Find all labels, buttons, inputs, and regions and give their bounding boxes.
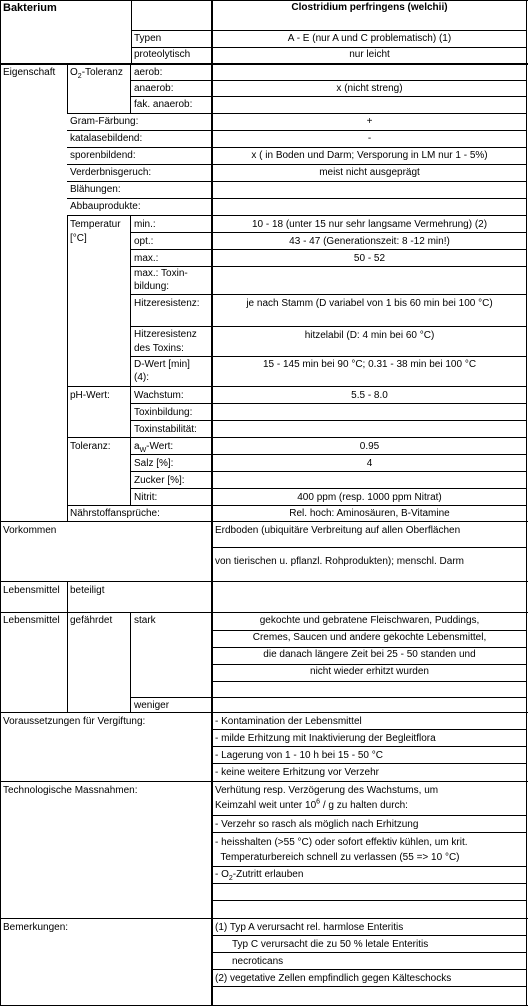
- max-label: max.:: [134, 253, 159, 264]
- technologische-line-3: - Verzehr so rasch als möglich nach Erhitzung: [215, 819, 419, 830]
- proteo-label: proteolytisch: [134, 49, 191, 60]
- lm-gefaehrdet-sub: gefährdet: [70, 615, 113, 626]
- opt-value: 43 - 47 (Generationszeit: 8 -12 min!): [289, 236, 450, 247]
- max-toxin-label: max.: Toxin-: [134, 268, 188, 279]
- page-title: Clostridium perfringens (welchii): [291, 2, 448, 13]
- zucker-label: Zucker [%]:: [134, 475, 185, 486]
- voraussetzung-3: - Lagerung von 1 - 10 h bei 15 - 50 °C: [215, 750, 383, 761]
- technologische-line-5: Temperaturbereich schnell zu verlassen (55 => 10 °C): [215, 852, 460, 863]
- hitze-toxin-label-2: des Toxins:: [134, 343, 184, 354]
- border-top: [0, 0, 528, 1]
- dwert-label: D-Wert [min]: [134, 359, 190, 370]
- opt-label: opt.:: [134, 236, 154, 247]
- anaerob-value: x (nicht streng): [336, 83, 403, 94]
- katalase-label: katalasebildend:: [70, 133, 143, 144]
- gefaehrdet-line-4: nicht wieder erhitzt wurden: [310, 666, 429, 677]
- toleranz-label: Toleranz:: [70, 441, 111, 452]
- technologische-line-6: - $O_2$-Zutritt erlauben: [215, 869, 304, 882]
- bemerkung-1: (1) Typ A verursacht rel. harmlose Enteritis: [215, 922, 404, 933]
- hitze-toxin-label: Hitzeresistenz: [134, 329, 197, 340]
- bemerkung-3: necroticans: [232, 956, 284, 967]
- verderb-value: meist nicht ausgeprägt: [319, 167, 420, 178]
- gefaehrdet-line-1: gekochte und gebratene Fleischwaren, Puddings,: [259, 615, 480, 626]
- blaehungen-label: Blähungen:: [70, 184, 121, 195]
- naehrstoff-label: Nährstoffansprüche:: [70, 508, 160, 519]
- fak-anaerob-label: fak. anaerob:: [134, 99, 193, 110]
- voraussetzungen-label: Voraussetzungen für Vergiftung:: [3, 716, 146, 727]
- min-value: 10 - 18 (unter 15 nur sehr langsame Vermehrung) (2): [251, 219, 488, 230]
- lm-beteiligt-label: Lebensmittel: [3, 585, 60, 596]
- salz-value: 4: [366, 458, 373, 469]
- gefaehrdet-line-3: die danach längere Zeit bei 25 - 50 standen und: [263, 649, 476, 660]
- bakterium-label: Bakterium: [3, 2, 57, 14]
- o2-toleranz-label: $O_2$-Toleranz: [70, 67, 123, 80]
- wachstum-value: 5.5 - 8.0: [351, 390, 388, 401]
- dwert-label-2: (4):: [134, 372, 149, 383]
- vorkommen-line-2: von tierischen u. pflanzl. Rohprodukten); menschl. Darm: [215, 556, 465, 567]
- aw-value: 0.95: [359, 441, 380, 452]
- eigenschaft-label: Eigenschaft: [3, 67, 56, 78]
- header-separator: [0, 63, 528, 65]
- typen-label: Typen: [134, 33, 162, 44]
- voraussetzung-4: - keine weitere Erhitzung vor Verzehr: [215, 767, 379, 778]
- max-value: 50 - 52: [353, 253, 386, 264]
- nitrit-label: Nitrit:: [134, 492, 158, 503]
- lm-gefaehrdet-label: Lebensmittel: [3, 615, 60, 626]
- hitze-value: je nach Stamm (D variabel von 1 bis 60 min bei 100 °C): [246, 298, 493, 309]
- hitze-toxin-value: hitzelabil (D: 4 min bei 60 °C): [304, 330, 435, 341]
- ph-label: pH-Wert:: [70, 390, 110, 401]
- naehrstoff-value: Rel. hoch: Aminosäuren, B-Vitamine: [289, 508, 450, 519]
- gefaehrdet-line-2: Cremes, Saucen und andere gekochte Lebensmittel,: [252, 632, 487, 643]
- anaerob-label: anaerob:: [134, 83, 174, 94]
- gram-label: Gram-Färbung:: [70, 116, 139, 127]
- bemerkung-2: Typ C verursacht die zu 50 % letale Enteritis: [232, 939, 429, 950]
- technologische-line-4: - heisshalten (>55 °C) oder sofort effektiv kühlen, um krit.: [215, 837, 468, 848]
- abbau-label: Abbauprodukte:: [70, 201, 141, 212]
- border-left: [0, 0, 1, 1006]
- min-label: min.:: [134, 219, 156, 230]
- toxinbildung-label: Toxinbildung:: [134, 407, 193, 418]
- katalase-value: -: [367, 133, 372, 144]
- proteo-value: nur leicht: [349, 49, 390, 60]
- vorkommen-line-1: Erdboden (ubiquitäre Verbreitung auf allen Oberflächen: [215, 525, 461, 536]
- voraussetzung-1: - Kontamination der Lebensmittel: [215, 716, 362, 727]
- border-right: [526, 0, 527, 1006]
- bemerkung-4: (2) vegetative Zellen empfindlich gegen Kälteschocks: [215, 973, 452, 984]
- voraussetzung-2: - milde Erhitzung mit Inaktivierung der Begleitflora: [215, 733, 436, 744]
- salz-label: Salz [%]:: [134, 458, 174, 469]
- toxinstab-label: Toxinstabilität:: [134, 424, 197, 435]
- gram-value: +: [366, 116, 373, 127]
- temperatur-unit: [°C]: [70, 233, 87, 244]
- sporen-label: sporenbildend:: [70, 150, 136, 161]
- wachstum-label: Wachstum:: [134, 390, 184, 401]
- dwert-value: 15 - 145 min bei 90 °C; 0.31 - 38 min bei 100 °C: [262, 359, 477, 370]
- aw-label: $a_W$-Wert:: [134, 441, 174, 454]
- technologische-line-2: Keimzahl weit unter $10^6$ / g zu halten durch:: [215, 798, 408, 811]
- nitrit-value: 400 ppm (resp. 1000 ppm Nitrat): [297, 492, 442, 503]
- lm-beteiligt-sub: beteiligt: [70, 585, 105, 596]
- weniger-label: weniger: [134, 700, 170, 711]
- technologische-label: Technologische Massnahmen:: [3, 785, 138, 796]
- sporen-value: x ( in Boden und Darm; Versporung in LM nur 1 - 5%): [251, 150, 488, 161]
- max-toxin-label-2: bildung:: [134, 281, 170, 292]
- hitze-label: Hitzeresistenz:: [134, 298, 200, 309]
- temperatur-label: Temperatur: [70, 219, 121, 230]
- typen-value: A - E (nur A und C problematisch) (1): [287, 33, 452, 44]
- stark-label: stark: [134, 615, 156, 626]
- verderb-label: Verderbnisgeruch:: [70, 167, 152, 178]
- technologische-line-1: Verhütung resp. Verzögerung des Wachstums, um: [215, 785, 439, 796]
- bemerkungen-label: Bemerkungen:: [3, 922, 69, 933]
- aerob-label: aerob:: [134, 67, 163, 78]
- vorkommen-label: Vorkommen: [3, 525, 57, 536]
